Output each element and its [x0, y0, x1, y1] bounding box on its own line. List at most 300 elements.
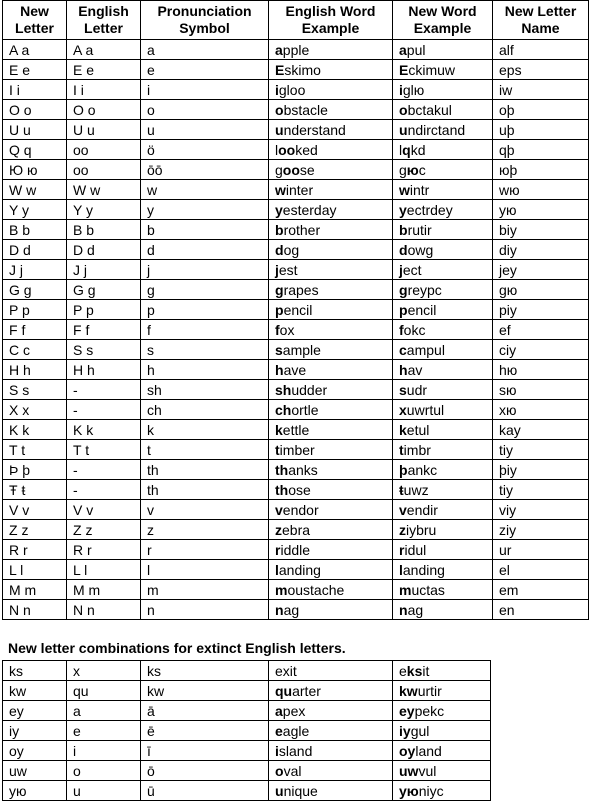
new-letter-name-cell: xю — [493, 400, 589, 420]
table-row — [3, 761, 491, 781]
new-letter-name-cell: sю — [493, 380, 589, 400]
table-row — [3, 280, 589, 300]
emphasized-letters: th — [275, 481, 289, 498]
new-word-cell — [393, 560, 493, 580]
emphasized-letters: ch — [275, 401, 292, 418]
new-letter-name-cell: hю — [493, 360, 589, 380]
emphasized-letters: y — [399, 201, 407, 218]
pronunciation-symbol-cell: i — [141, 80, 269, 100]
word-rest: skimo — [284, 61, 321, 78]
table-row — [3, 140, 589, 160]
new-letter-cell: M m — [3, 580, 67, 600]
word-rest: okc — [403, 321, 426, 338]
emphasized-letters: ks — [406, 662, 423, 679]
english-word-cell — [269, 320, 393, 340]
emphasized-letters: a — [275, 702, 283, 719]
table-row — [3, 681, 491, 701]
emphasized-letters: r — [275, 541, 281, 558]
emphasized-letters: m — [399, 581, 412, 598]
english-letter-cell: D d — [67, 240, 141, 260]
emphasized-letters: oo — [278, 141, 296, 158]
pronunciation-symbol-cell: ō — [141, 761, 269, 781]
english-letter-cell: S s — [67, 340, 141, 360]
new-letter-cell: K k — [3, 420, 67, 440]
new-letter-cell: I i — [3, 80, 67, 100]
new-letter-name-cell: qþ — [493, 140, 589, 160]
word-prefix: e — [399, 662, 407, 679]
new-word-cell — [393, 681, 491, 701]
english-word-cell — [269, 480, 393, 500]
table-row — [3, 80, 589, 100]
english-letter-cell: Y y — [67, 200, 141, 220]
emphasized-letters: þ — [399, 461, 408, 478]
english-letter-cell: T t — [67, 440, 141, 460]
word-rest: c — [418, 161, 426, 178]
new-letter-name-cell: ur — [493, 540, 589, 560]
new-letter-name-cell: alf — [493, 40, 589, 60]
word-rest: agle — [282, 722, 310, 739]
new-letter-cell: E e — [3, 60, 67, 80]
emphasized-letters: f — [275, 321, 280, 338]
english-word-cell — [269, 681, 393, 701]
new-letter-name-cell: юþ — [493, 160, 589, 180]
new-letter-cell: N n — [3, 600, 67, 620]
word-rest: ox — [279, 321, 295, 338]
pronunciation-symbol-cell: d — [141, 240, 269, 260]
english-word-cell — [269, 721, 393, 741]
new-word-cell — [393, 380, 493, 400]
emphasized-letters: v — [275, 501, 283, 518]
new-letter-name-cell: eps — [493, 60, 589, 80]
header-new-letter-name: New Letter Name — [493, 1, 589, 40]
word-prefix: l — [275, 141, 279, 158]
new-word-cell — [393, 100, 493, 120]
table-row — [3, 340, 589, 360]
new-word-cell — [393, 480, 493, 500]
pronunciation-symbol-cell: th — [141, 460, 269, 480]
pronunciation-symbol-cell: m — [141, 580, 269, 600]
word-rest: vul — [418, 762, 437, 779]
table-row — [3, 180, 589, 200]
word-rest: ose — [288, 481, 311, 498]
word-rest: niyc — [418, 782, 444, 799]
word-rest: uwrtul — [406, 401, 445, 418]
english-word-cell — [269, 761, 393, 781]
emphasized-letters: e — [275, 722, 283, 739]
word-rest: ked — [295, 141, 318, 158]
english-letter-cell: e — [67, 721, 141, 741]
emphasized-letters: n — [275, 601, 284, 618]
new-word-cell — [393, 500, 493, 520]
new-word-cell — [393, 40, 493, 60]
word-rest: ebra — [282, 521, 311, 538]
word-rest: encil — [407, 301, 437, 318]
new-letter-cell: U u — [3, 120, 67, 140]
extinct-letters-title: New letter combinations for extinct English letters. — [8, 640, 346, 656]
table-row — [3, 781, 491, 801]
word-rest: rapes — [283, 281, 319, 298]
word-rest: ag — [283, 601, 300, 618]
new-letter-name-cell: wю — [493, 180, 589, 200]
word-rest: ortle — [291, 401, 319, 418]
english-letter-cell: E e — [67, 60, 141, 80]
word-rest: sland — [278, 742, 313, 759]
new-word-cell — [393, 741, 491, 761]
word-rest: imbr — [403, 441, 431, 458]
new-word-cell — [393, 140, 493, 160]
english-word-cell — [269, 60, 393, 80]
emphasized-letters: th — [275, 461, 289, 478]
emphasized-letters: j — [399, 261, 403, 278]
emphasized-letters: g — [399, 281, 408, 298]
word-rest: ndirctand — [407, 121, 466, 138]
english-word-cell — [269, 180, 393, 200]
new-letter-cell: yю — [3, 781, 67, 801]
word-rest: reypc — [407, 281, 442, 298]
new-letter-cell: H h — [3, 360, 67, 380]
new-letter-cell: kw — [3, 681, 67, 701]
table-row — [3, 160, 589, 180]
table-row — [3, 701, 491, 721]
emphasized-letters: uw — [399, 762, 419, 779]
emphasized-letters: iy — [399, 722, 411, 739]
word-rest: se — [299, 161, 315, 178]
english-letter-cell: a — [67, 701, 141, 721]
new-word-cell — [393, 180, 493, 200]
word-rest: ave — [283, 361, 307, 378]
english-word-cell — [269, 400, 393, 420]
new-letter-name-cell: ciy — [493, 340, 589, 360]
table-row — [3, 220, 589, 240]
word-rest: ckimuw — [408, 61, 456, 78]
word-rest: av — [407, 361, 423, 378]
word-rest: ectrdey — [406, 201, 453, 218]
english-letter-cell: W w — [67, 180, 141, 200]
emphasized-letters: o — [275, 762, 284, 779]
new-letter-name-cell: viy — [493, 500, 589, 520]
word-rest: anding — [402, 561, 445, 578]
pronunciation-symbol-cell: o — [141, 100, 269, 120]
pronunciation-symbol-cell: g — [141, 280, 269, 300]
word-rest: glю — [402, 81, 425, 98]
table-row — [3, 600, 589, 620]
emphasized-letters: x — [399, 401, 407, 418]
english-letter-cell: O o — [67, 100, 141, 120]
english-word-cell — [269, 520, 393, 540]
word-rest: urtir — [417, 682, 442, 699]
new-word-cell — [393, 120, 493, 140]
word-rest: iddle — [280, 541, 311, 558]
english-word-cell — [269, 500, 393, 520]
new-word-cell — [393, 300, 493, 320]
header-pronunciation-symbol: Pronunciation Symbol — [141, 1, 269, 40]
new-word-cell — [393, 781, 491, 801]
pronunciation-symbol-cell: h — [141, 360, 269, 380]
new-letter-cell: T t — [3, 440, 67, 460]
emphasized-letters: w — [275, 181, 286, 198]
emphasized-letters: ey — [399, 702, 415, 719]
new-letter-cell: P p — [3, 300, 67, 320]
english-letter-cell: o — [67, 761, 141, 781]
new-letter-name-cell: gю — [493, 280, 589, 300]
new-letter-cell: Y y — [3, 200, 67, 220]
new-word-cell — [393, 600, 493, 620]
new-letter-cell: Ю ю — [3, 160, 67, 180]
english-word-cell — [269, 240, 393, 260]
english-word-cell — [269, 220, 393, 240]
word-rest: bstacle — [283, 101, 328, 118]
word-rest: pekc — [414, 702, 445, 719]
new-letter-name-cell: tiy — [493, 480, 589, 500]
emphasized-letters: t — [275, 441, 280, 458]
table-row — [3, 721, 491, 741]
word-rest: oustache — [287, 581, 345, 598]
emphasized-letters: k — [399, 421, 407, 438]
emphasized-letters: n — [399, 601, 408, 618]
table-row — [3, 741, 491, 761]
emphasized-letters: oy — [399, 742, 416, 759]
table-row — [3, 460, 589, 480]
emphasized-letters: d — [275, 241, 284, 258]
emphasized-letters: qu — [275, 682, 293, 699]
word-rest: etul — [406, 421, 430, 438]
emphasized-letters: l — [399, 561, 403, 578]
word-rest: endir — [406, 501, 438, 518]
word-rest: anks — [288, 461, 318, 478]
new-letter-name-cell: tiy — [493, 440, 589, 460]
emphasized-letters: z — [275, 521, 282, 538]
english-word-cell — [269, 80, 393, 100]
new-word-cell — [393, 460, 493, 480]
word-rest: owg — [407, 241, 434, 258]
english-word-cell — [269, 661, 393, 681]
word-rest: ankc — [407, 461, 438, 478]
english-word-cell — [269, 580, 393, 600]
new-word-cell — [393, 360, 493, 380]
new-letter-cell: B b — [3, 220, 67, 240]
header-new-word-example: New Word Example — [393, 1, 493, 40]
new-word-cell — [393, 240, 493, 260]
emphasized-letters: b — [275, 221, 284, 238]
word-rest: land — [415, 742, 442, 759]
pronunciation-symbol-cell: t — [141, 440, 269, 460]
new-word-cell — [393, 540, 493, 560]
emphasized-letters: g — [275, 281, 284, 298]
table-row — [3, 360, 589, 380]
new-letter-name-cell: en — [493, 600, 589, 620]
pronunciation-symbol-cell: w — [141, 180, 269, 200]
new-letter-cell: Þ þ — [3, 460, 67, 480]
english-word-cell — [269, 560, 393, 580]
emphasized-letters: sh — [275, 381, 292, 398]
pronunciation-symbol-cell: l — [141, 560, 269, 580]
pronunciation-symbol-cell: ā — [141, 701, 269, 721]
new-word-cell — [393, 160, 493, 180]
word-rest: intr — [409, 181, 430, 198]
english-letter-cell: F f — [67, 320, 141, 340]
pronunciation-symbol-cell: kw — [141, 681, 269, 701]
new-letter-name-cell: iw — [493, 80, 589, 100]
pronunciation-symbol-cell: j — [141, 260, 269, 280]
table-row — [3, 560, 589, 580]
new-letter-name-cell: biy — [493, 220, 589, 240]
english-letter-cell: U u — [67, 120, 141, 140]
new-letter-name-cell: jey — [493, 260, 589, 280]
english-word-cell — [269, 200, 393, 220]
table-row — [3, 540, 589, 560]
emphasized-letters: z — [399, 521, 406, 538]
emphasized-letters: ŧ — [399, 481, 404, 498]
emphasized-letters: E — [399, 61, 409, 78]
english-letter-cell: qu — [67, 681, 141, 701]
word-rest: uwz — [403, 481, 429, 498]
emphasized-letters: o — [275, 101, 284, 118]
word-prefix: l — [399, 141, 403, 158]
word-rest: it — [422, 662, 430, 679]
header-row — [3, 1, 589, 40]
new-word-cell — [393, 580, 493, 600]
emphasized-letters: s — [399, 381, 407, 398]
pronunciation-symbol-cell: z — [141, 520, 269, 540]
english-letter-cell: Z z — [67, 520, 141, 540]
new-word-cell — [393, 661, 491, 681]
extinct-letters-table — [2, 660, 491, 801]
english-word-cell — [269, 140, 393, 160]
pronunciation-symbol-cell: ö — [141, 140, 269, 160]
new-letter-cell: R r — [3, 540, 67, 560]
english-letter-cell: - — [67, 380, 141, 400]
emphasized-letters: m — [275, 581, 288, 598]
new-word-cell — [393, 320, 493, 340]
new-letter-cell: G g — [3, 280, 67, 300]
emphasized-letters: s — [275, 341, 283, 358]
pronunciation-symbol-cell: ī — [141, 741, 269, 761]
word-rest: kd — [410, 141, 426, 158]
word-rest: endor — [282, 501, 319, 518]
english-word-cell — [269, 440, 393, 460]
emphasized-letters: p — [399, 301, 408, 318]
emphasized-letters: f — [399, 321, 404, 338]
new-letter-cell: oy — [3, 741, 67, 761]
table-row — [3, 500, 589, 520]
english-letter-cell: u — [67, 781, 141, 801]
english-word-cell — [269, 380, 393, 400]
english-word-cell — [269, 420, 393, 440]
table-row — [3, 400, 589, 420]
new-letter-cell: ks — [3, 661, 67, 681]
table-row — [3, 520, 589, 540]
pronunciation-symbol-cell: r — [141, 540, 269, 560]
word-rest: ect — [402, 261, 422, 278]
english-letter-cell: K k — [67, 420, 141, 440]
table-row — [3, 440, 589, 460]
new-letter-cell: W w — [3, 180, 67, 200]
emphasized-letters: a — [275, 41, 283, 58]
english-letter-cell: R r — [67, 540, 141, 560]
english-letter-cell: N n — [67, 600, 141, 620]
table-row — [3, 40, 589, 60]
word-rest: est — [278, 261, 298, 278]
english-letter-cell: A a — [67, 40, 141, 60]
english-letter-cell: M m — [67, 580, 141, 600]
table-row — [3, 300, 589, 320]
new-letter-cell: L l — [3, 560, 67, 580]
pronunciation-symbol-cell: a — [141, 40, 269, 60]
pronunciation-symbol-cell: e — [141, 60, 269, 80]
pronunciation-symbol-cell: s — [141, 340, 269, 360]
word-rest: bctakul — [407, 101, 452, 118]
table-row — [3, 200, 589, 220]
table-row — [3, 240, 589, 260]
new-letter-cell: A a — [3, 40, 67, 60]
emphasized-letters: d — [399, 241, 408, 258]
word-prefix: g — [275, 161, 283, 178]
word-rest: val — [283, 762, 302, 779]
emphasized-letters: u — [275, 121, 284, 138]
english-letter-cell: H h — [67, 360, 141, 380]
english-letter-cell: - — [67, 480, 141, 500]
new-word-cell — [393, 340, 493, 360]
header-new-letter: New Letter — [3, 1, 67, 40]
emphasized-letters: w — [399, 181, 410, 198]
new-letter-name-cell: diy — [493, 240, 589, 260]
pronunciation-symbol-cell: th — [141, 480, 269, 500]
english-letter-cell: - — [67, 400, 141, 420]
emphasized-letters: r — [399, 541, 405, 558]
pronunciation-symbol-cell: b — [141, 220, 269, 240]
emphasized-letters: ю — [406, 161, 419, 178]
new-letter-name-cell: oþ — [493, 100, 589, 120]
new-letter-name-cell: þiy — [493, 460, 589, 480]
english-word-cell — [269, 360, 393, 380]
word-rest: rutir — [407, 221, 432, 238]
pronunciation-symbol-cell: p — [141, 300, 269, 320]
emphasized-letters: i — [275, 81, 279, 98]
new-letter-name-cell: yю — [493, 200, 589, 220]
new-letter-cell: O o — [3, 100, 67, 120]
word-rest: udr — [406, 381, 428, 398]
new-word-cell — [393, 701, 491, 721]
new-letter-name-cell: el — [493, 560, 589, 580]
pronunciation-symbol-cell: sh — [141, 380, 269, 400]
english-letter-cell: - — [67, 460, 141, 480]
english-word-cell — [269, 300, 393, 320]
new-word-cell — [393, 280, 493, 300]
english-word-cell — [269, 701, 393, 721]
new-word-cell — [393, 80, 493, 100]
emphasized-letters: yю — [399, 782, 419, 799]
word-rest: nique — [283, 782, 318, 799]
new-word-cell — [393, 721, 491, 741]
table-row — [3, 260, 589, 280]
emphasized-letters: q — [402, 141, 411, 158]
word-rest: esterday — [282, 201, 337, 218]
pronunciation-symbol-cell: y — [141, 200, 269, 220]
new-letter-cell: iy — [3, 721, 67, 741]
word-rest: inter — [285, 181, 314, 198]
new-letter-cell: Z z — [3, 520, 67, 540]
word-rest: uctas — [411, 581, 445, 598]
new-letter-name-cell: ziy — [493, 520, 589, 540]
emphasized-letters: y — [275, 201, 283, 218]
emphasized-letters: E — [275, 61, 285, 78]
english-word-cell — [269, 100, 393, 120]
english-letter-cell: V v — [67, 500, 141, 520]
emphasized-letters: kw — [399, 682, 418, 699]
table-row — [3, 320, 589, 340]
pronunciation-symbol-cell: n — [141, 600, 269, 620]
pronunciation-symbol-cell: u — [141, 120, 269, 140]
